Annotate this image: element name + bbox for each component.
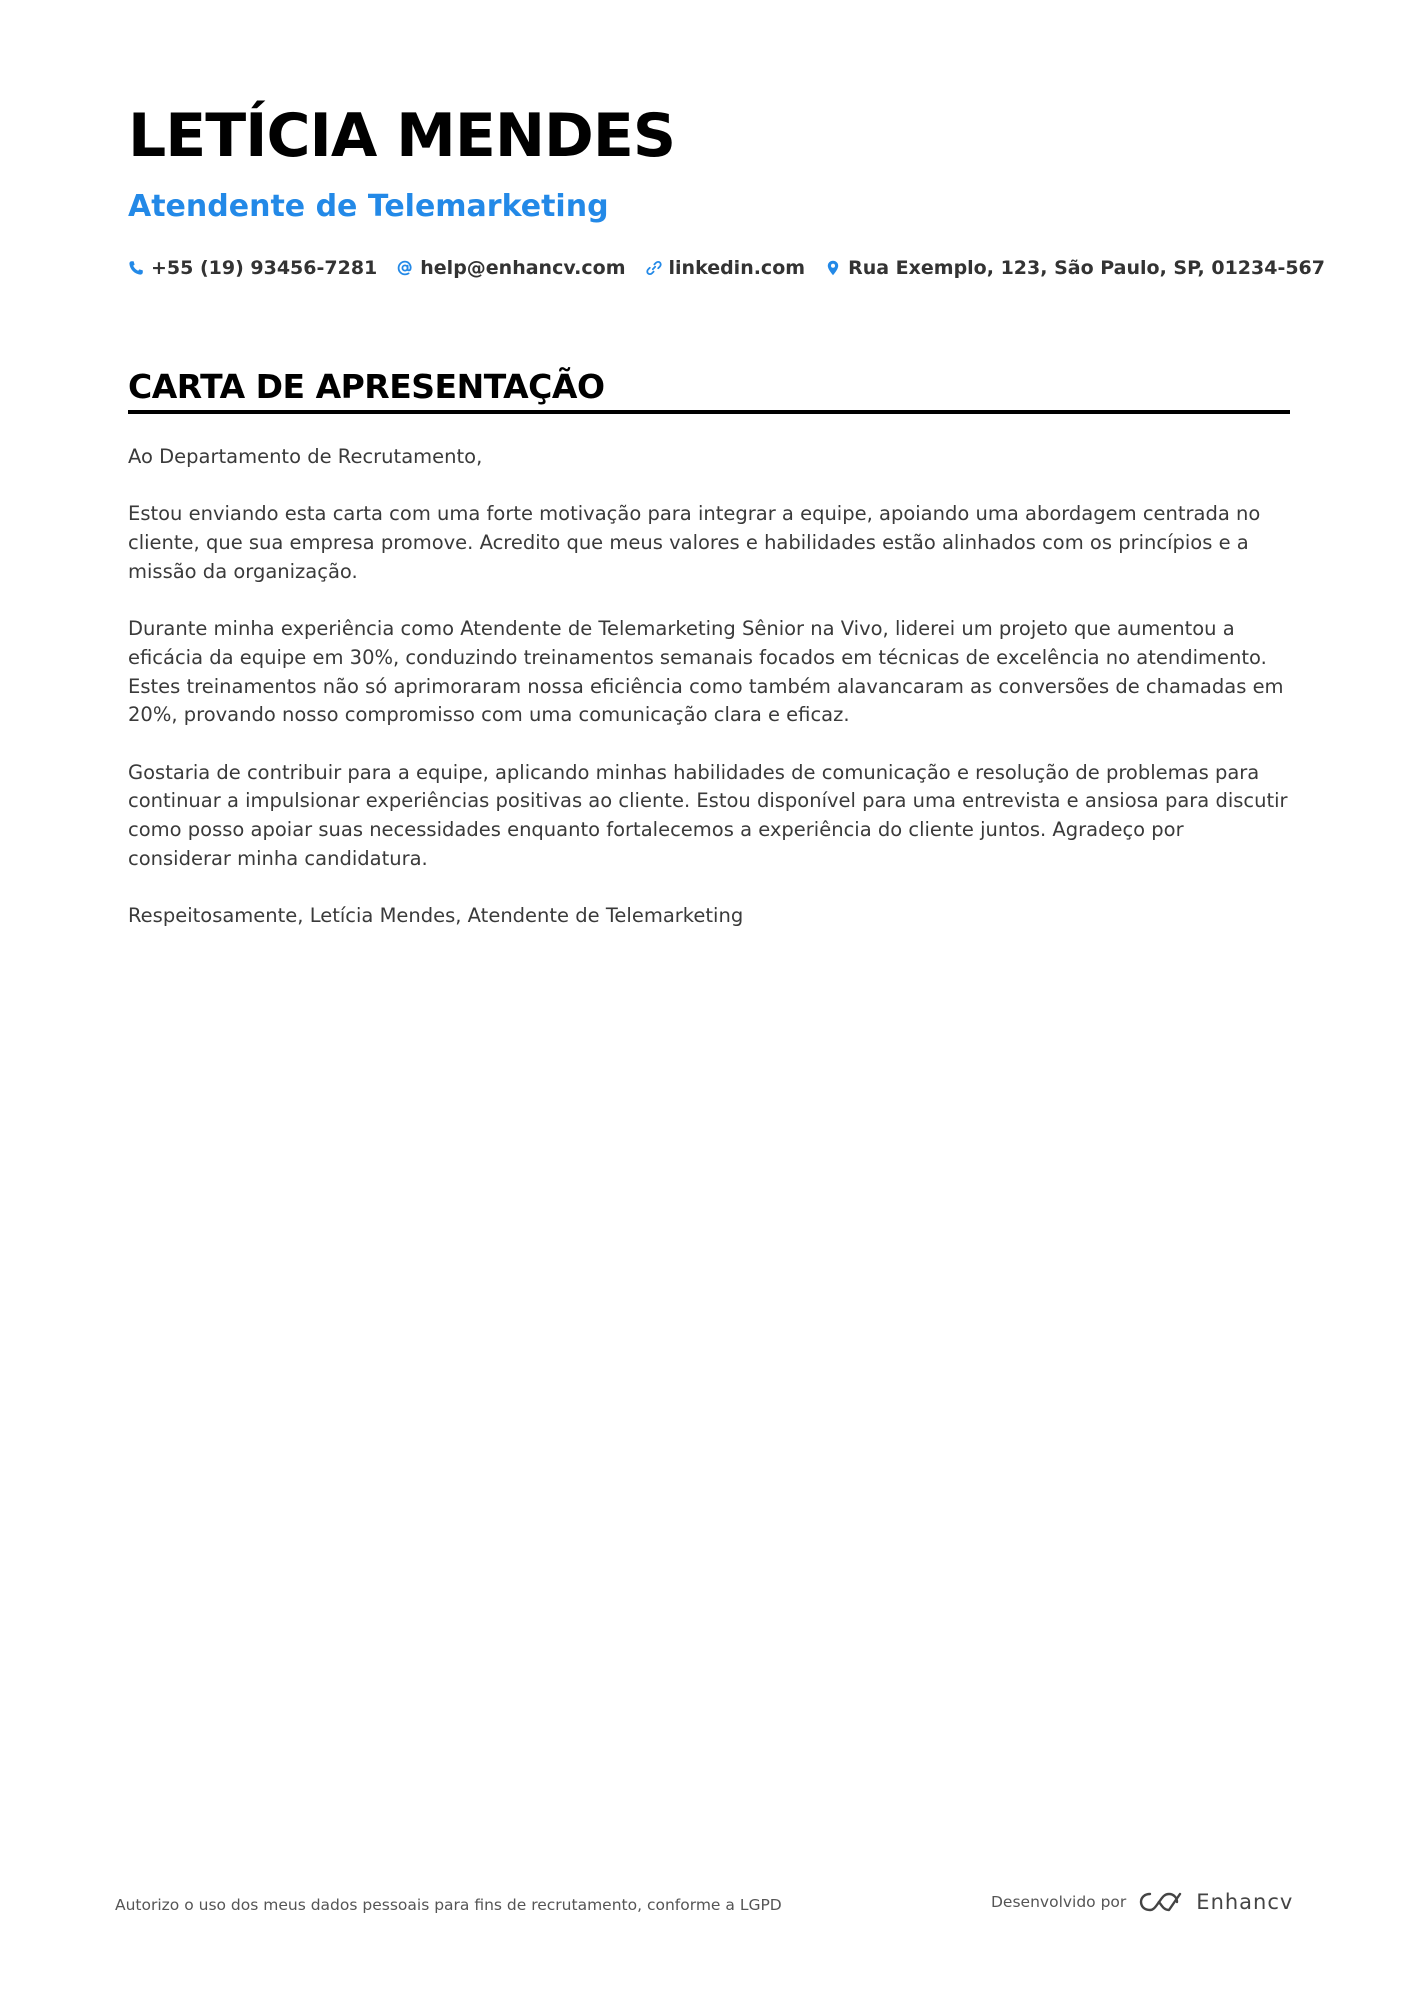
section-divider xyxy=(128,410,1290,414)
footer-consent: Autorizo o uso dos meus dados pessoais para fins de recrutamento, conforme a LGPD xyxy=(115,1896,782,1914)
location-icon xyxy=(825,260,841,276)
phone-icon xyxy=(128,260,144,276)
candidate-name: LETÍCIA MENDES xyxy=(128,101,676,171)
at-icon xyxy=(397,260,413,276)
letter-paragraph: Durante minha experiência como Atendente de Telemarketing Sênior na Vivo, liderei um projeto que aumentou a eficácia da equipe em 30%, conduzindo treinamentos semanais focados em técnicas de excelência no atendimento. Estes treinamentos não só aprimoraram nossa eficiência como também alavancaram as conversões de chamadas em 20%, provando nosso compromisso com uma comunicação clara e eficaz. xyxy=(128,617,1284,727)
contact-email-text: help@enhancv.com xyxy=(420,257,626,279)
enhancv-logo-icon xyxy=(1138,1890,1184,1914)
contact-address xyxy=(825,257,1325,279)
letter-paragraph: Estou enviando esta carta com uma forte motivação para integrar a equipe, apoiando uma abordagem centrada no cliente, que sua empresa promove. Acredito que meus valores e habilidades estão alinhados com os princípios e a missão da organização. xyxy=(128,502,1261,583)
section-title: CARTA DE APRESENTAÇÃO xyxy=(128,367,605,406)
link-icon xyxy=(646,260,662,276)
contact-bar xyxy=(128,256,1345,280)
letter-body xyxy=(128,443,1290,960)
letter-paragraph: Gostaria de contribuir para a equipe, aplicando minhas habilidades de comunicação e resolução de problemas para continuar a impulsionar experiências positivas ao cliente. Estou disponível para uma entrevista e ansiosa para discutir como posso apoiar suas necessidades enquanto fortalecemos a experiência do cliente juntos. Agradeço por considerar minha candidatura. xyxy=(128,760,1288,870)
powered-by-label: Desenvolvido por xyxy=(991,1893,1127,1911)
contact-phone-text: +55 (19) 93456-7281 xyxy=(151,257,378,279)
contact-linkedin-text: linkedin.com xyxy=(668,257,806,279)
contact-phone[interactable] xyxy=(128,257,377,279)
job-title: Atendente de Telemarketing xyxy=(128,189,609,224)
contact-linkedin[interactable] xyxy=(646,257,806,279)
brand-name: Enhancv xyxy=(1196,1890,1294,1914)
footer-brand[interactable] xyxy=(991,1890,1293,1914)
closing: Respeitosamente, Letícia Mendes, Atendente de Telemarketing xyxy=(128,904,744,928)
contact-email[interactable] xyxy=(397,257,625,279)
contact-address-text: Rua Exemplo, 123, São Paulo, SP, 01234-567 xyxy=(848,257,1326,279)
salutation: Ao Departamento de Recrutamento, xyxy=(128,445,483,468)
